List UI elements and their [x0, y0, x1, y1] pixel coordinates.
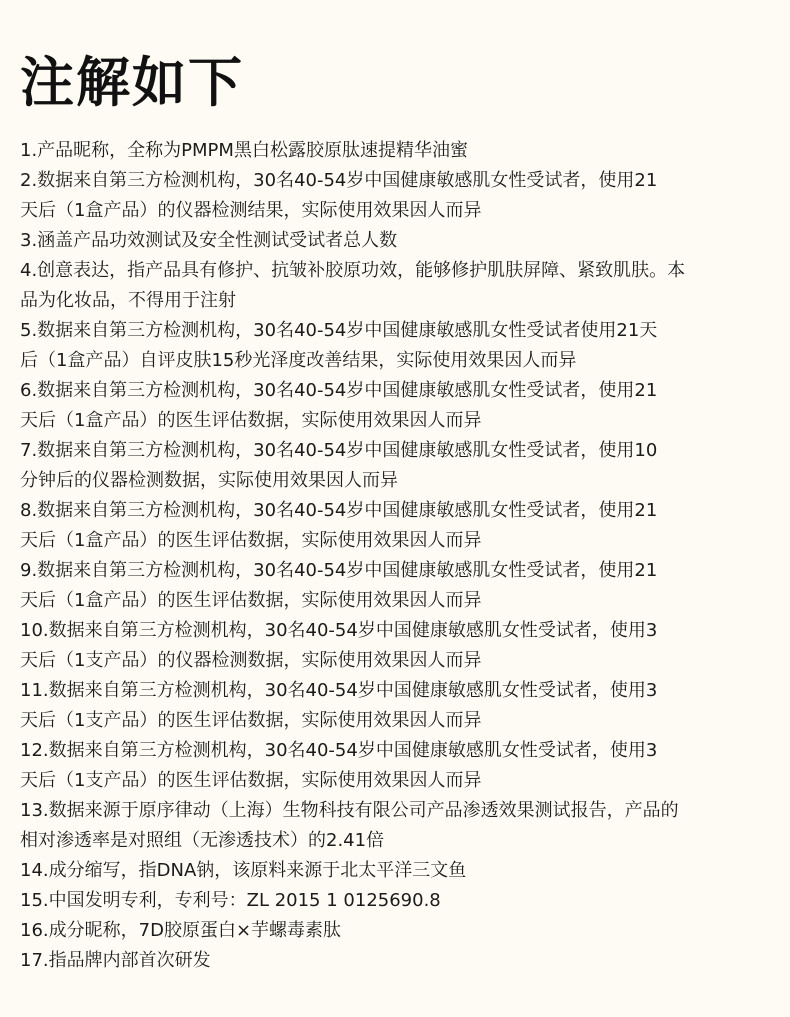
note-line: 16.成分昵称，7D胶原蛋白×芋螺毒素肽 [20, 920, 342, 941]
note-line: 3.涵盖产品功效测试及安全性测试受试者总人数 [20, 230, 398, 251]
note-line: 15.中国发明专利，专利号：ZL 2015 1 0125690.8 [20, 890, 441, 911]
note-line: 17.指品牌内部首次研发 [20, 950, 211, 971]
note-line: 2.数据来自第三方检测机构，30名40-54岁中国健康敏感肌女性受试者，使用21 [20, 170, 658, 191]
note-line: 天后（1支产品）的医生评估数据，实际使用效果因人而异 [20, 770, 482, 791]
note-line: 天后（1盒产品）的医生评估数据，实际使用效果因人而异 [20, 590, 482, 611]
note-line: 1.产品昵称，全称为PMPM黑白松露胶原肽速提精华油蜜 [20, 140, 468, 161]
note-line: 9.数据来自第三方检测机构，30名40-54岁中国健康敏感肌女性受试者，使用21 [20, 560, 658, 581]
note-line: 10.数据来自第三方检测机构，30名40-54岁中国健康敏感肌女性受试者，使用3 [20, 620, 658, 641]
note-line: 品为化妆品，不得用于注射 [20, 290, 236, 311]
note-line: 7.数据来自第三方检测机构，30名40-54岁中国健康敏感肌女性受试者，使用10 [20, 440, 658, 461]
note-line: 8.数据来自第三方检测机构，30名40-54岁中国健康敏感肌女性受试者，使用21 [20, 500, 658, 521]
page-title: 注解如下 [20, 51, 244, 114]
note-line: 分钟后的仪器检测数据，实际使用效果因人而异 [20, 470, 398, 491]
note-line: 后（1盒产品）自评皮肤15秒光泽度改善结果，实际使用效果因人而异 [20, 350, 577, 371]
note-line: 天后（1盒产品）的医生评估数据，实际使用效果因人而异 [20, 530, 482, 551]
note-line: 11.数据来自第三方检测机构，30名40-54岁中国健康敏感肌女性受试者，使用3 [20, 680, 658, 701]
note-line: 天后（1支产品）的医生评估数据，实际使用效果因人而异 [20, 710, 482, 731]
notes-list [20, 136, 775, 976]
note-line: 相对渗透率是对照组（无渗透技术）的2.41倍 [20, 830, 385, 851]
note-line: 4.创意表达，指产品具有修护、抗皱补胶原功效，能够修护肌肤屏障、紧致肌肤。本 [20, 260, 686, 281]
note-line: 5.数据来自第三方检测机构，30名40-54岁中国健康敏感肌女性受试者使用21天 [20, 320, 658, 341]
note-line: 天后（1盒产品）的仪器检测结果，实际使用效果因人而异 [20, 200, 482, 221]
note-line: 天后（1盒产品）的医生评估数据，实际使用效果因人而异 [20, 410, 482, 431]
note-line: 天后（1支产品）的仪器检测数据，实际使用效果因人而异 [20, 650, 482, 671]
note-line: 14.成分缩写，指DNA钠，该原料来源于北太平洋三文鱼 [20, 860, 467, 881]
note-line: 13.数据来源于原序律动（上海）生物科技有限公司产品渗透效果测试报告，产品的 [20, 800, 679, 821]
note-line: 12.数据来自第三方检测机构，30名40-54岁中国健康敏感肌女性受试者，使用3 [20, 740, 658, 761]
note-line: 6.数据来自第三方检测机构，30名40-54岁中国健康敏感肌女性受试者，使用21 [20, 380, 658, 401]
